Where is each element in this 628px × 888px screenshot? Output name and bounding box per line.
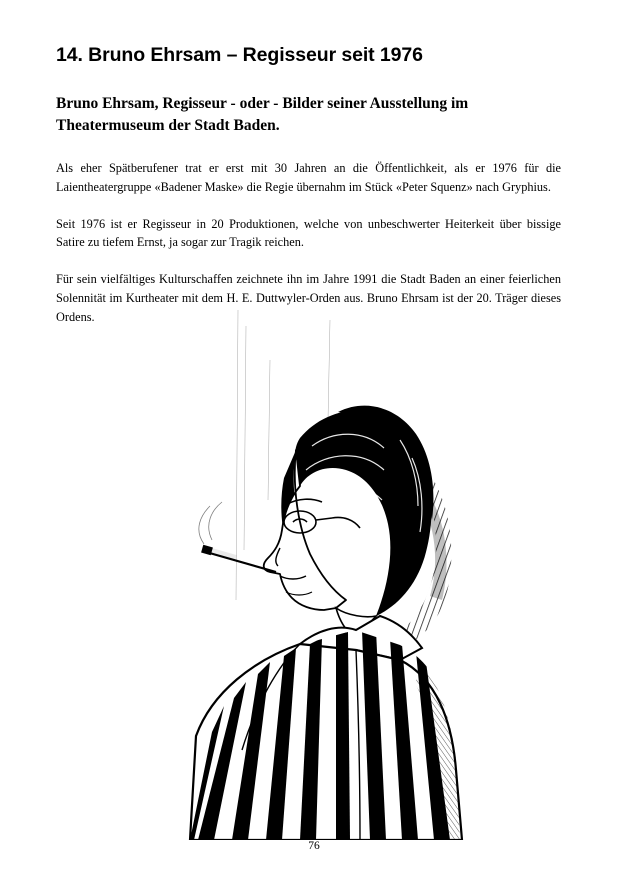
body-paragraph-1: Als eher Spätberufener trat er erst mit 30 Jahren an die Öffentlichkeit, als er 1976 für die Laientheatergruppe «Badener Maske» die Regie übernahm im Stück «Peter Squenz» nach Gryphius. — [56, 161, 561, 195]
page-title: 14. Bruno Ehrsam – Regisseur seit 1976 — [56, 44, 423, 66]
page-number: 76 — [308, 840, 320, 852]
portrait-drawing-man-smoking-striped-shirt — [150, 300, 490, 840]
subtitle: Bruno Ehrsam, Regisseur - oder - Bilder seiner Ausstellung im Theatermuseum der Stadt Baden. — [56, 95, 469, 135]
body-paragraph-2: Seit 1976 ist er Regisseur in 20 Produktionen, welche von unbeschwerter Heiterkeit über bissige Satire zu tiefem Ernst, ja sogar zur Tragik reichen. — [56, 216, 561, 250]
body-paragraph-3: Für sein vielfältiges Kulturschaffen zeichnete ihn im Jahre 1991 die Stadt Baden an einer feierlichen Solennität im Kurtheater mit dem H. E. Duttwyler-Orden aus. Bruno Ehrsam ist der 20. Träger dieses Ordens. — [56, 272, 561, 324]
